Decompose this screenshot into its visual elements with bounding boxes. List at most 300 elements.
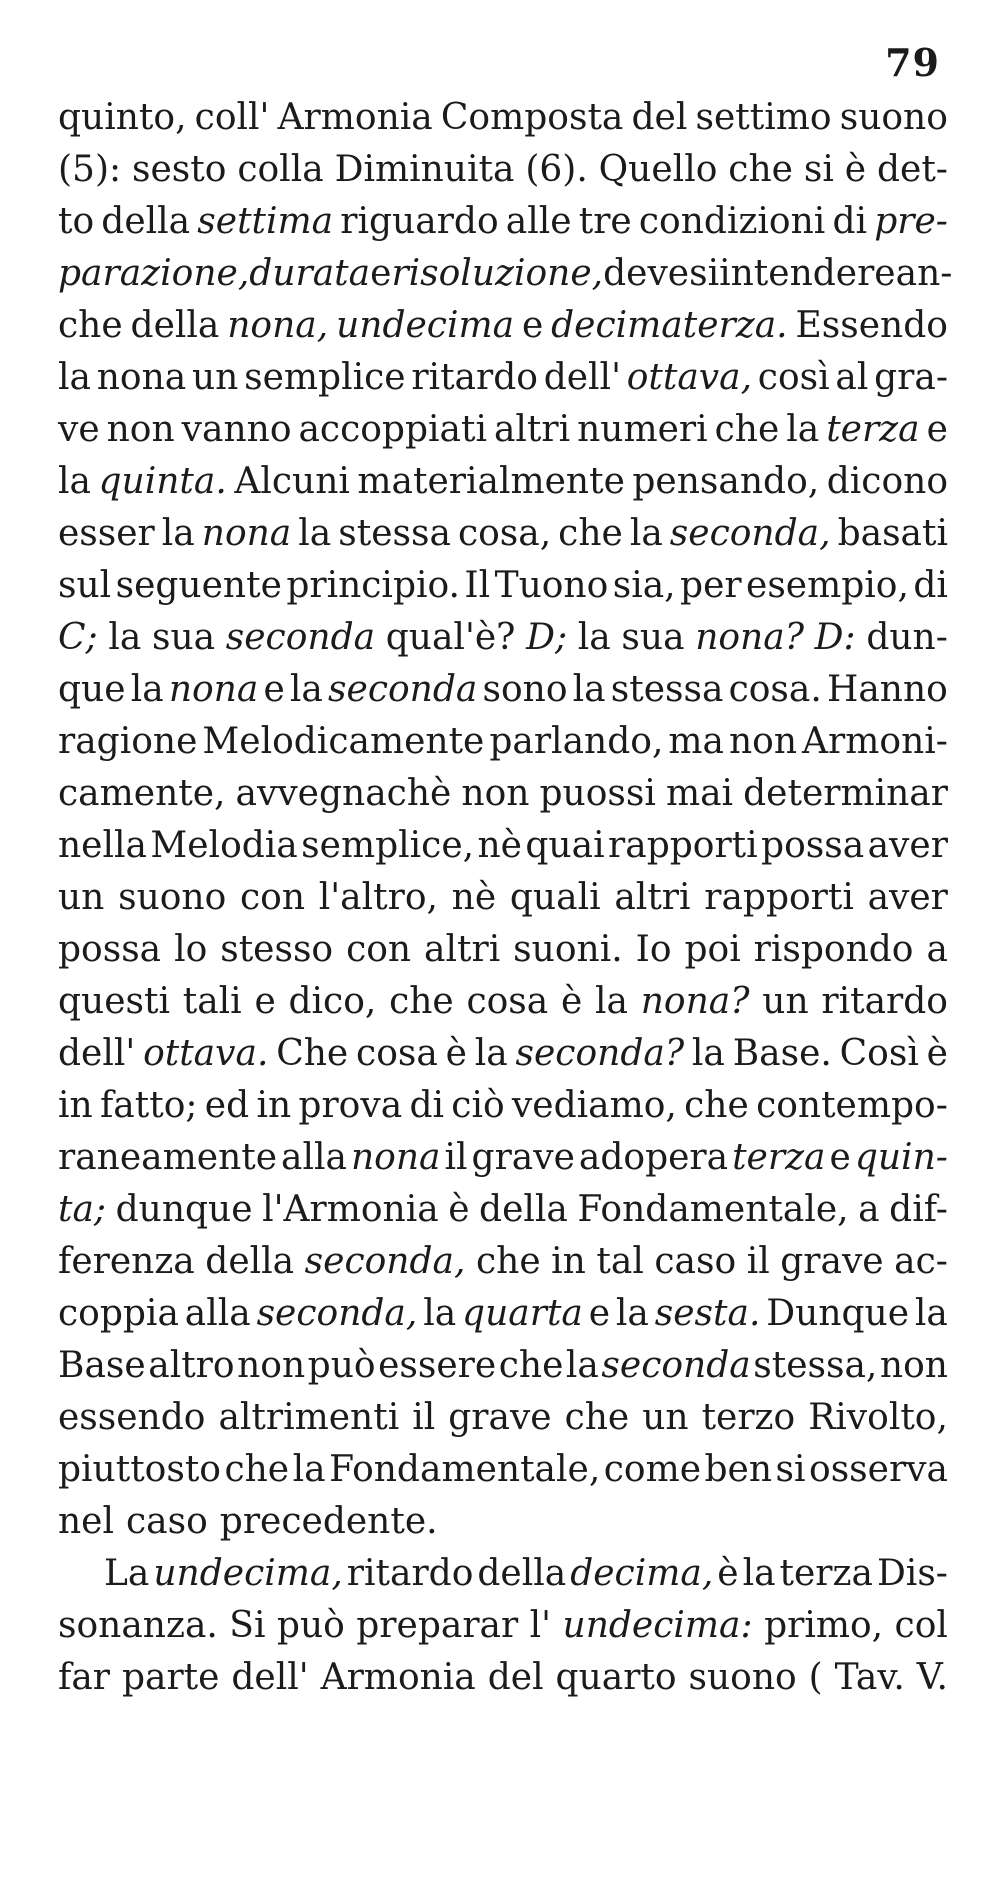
word: che [558,513,623,554]
text-line [58,872,948,924]
word: mai [665,773,734,814]
word: Così [839,1033,919,1074]
word: sua [621,617,685,658]
word: della [205,1241,295,1282]
text-line [58,1236,948,1288]
word: undecima: [562,1605,753,1646]
word: Quello [598,149,718,190]
word: l' [529,1605,552,1646]
word: suono [688,1657,797,1698]
word: raneamente [58,1137,278,1178]
word: che [224,1449,290,1490]
word: seconda? [515,1033,685,1074]
word: Melodia [150,825,298,866]
word: in [551,1241,586,1282]
word: settimo [695,97,832,138]
word: parlando, [489,721,664,762]
word: che [58,305,123,346]
word: non [879,1345,948,1386]
word: seguente [115,565,282,606]
word: ciò [451,1085,505,1126]
word: della [477,1553,567,1594]
text-line [58,716,948,768]
word: fatto; [99,1085,198,1126]
word: Tav. [834,1657,905,1698]
word: rapporti [704,877,854,918]
word: la [577,617,611,658]
word: devesi [603,253,720,294]
text-line [58,404,948,456]
word: l'altro, [318,877,438,918]
word: terza [779,1553,873,1594]
word: è [844,149,867,190]
word: to [58,201,95,242]
word: quali [509,877,601,918]
word: semplice, [301,825,475,866]
word: il [412,1397,436,1438]
text-line [58,456,948,508]
word: risoluzione, [391,253,604,294]
text-line [58,1132,948,1184]
word: il [444,1137,468,1178]
word: ma [668,721,724,762]
text-line [58,1392,948,1444]
word: ritardo [346,1553,474,1594]
word: contempo- [756,1085,948,1126]
text-line [58,612,948,664]
word: stessa, [753,1345,878,1386]
word: far [58,1657,110,1698]
word: osserva [809,1449,948,1490]
word: dunque [115,1189,253,1230]
word: numeri [577,409,708,450]
word: stessa [338,513,451,554]
word: tali [182,981,242,1022]
text-line [58,1080,948,1132]
word: esser [58,513,155,554]
body-text [58,92,953,1704]
word: alla [281,1137,347,1178]
word: piuttosto [58,1449,221,1490]
word: della [479,1189,568,1230]
word: terza [732,1137,826,1178]
word: La [104,1553,150,1594]
word: di [409,1085,444,1126]
word: in [58,1085,93,1126]
word: ac- [894,1241,948,1282]
word: e [926,409,948,450]
word: sul [58,565,112,606]
word: Armonia [277,97,433,138]
text-line [58,1548,948,1600]
word: un [642,1397,689,1438]
word: nona [201,513,292,554]
word: cosa [466,981,549,1022]
word: D; [526,617,568,658]
word: seconda [328,669,478,710]
word: terza [826,409,920,450]
word: come [603,1449,702,1490]
word: rispondo [753,929,914,970]
word: la [629,513,663,554]
word: Armonia [320,1657,476,1698]
word: ottava, [626,357,753,398]
word: sonanza. [58,1605,218,1646]
word: Il [464,565,491,606]
text-line [58,664,948,716]
word: sono [482,669,568,710]
word: di [832,201,868,242]
word: undecima [336,305,515,346]
word: e [263,669,285,710]
word: quarto [555,1657,677,1698]
word: è [717,1553,739,1594]
word: sesto [132,149,227,190]
word: cosa [356,1033,438,1074]
word: avvegnachè [235,773,452,814]
word: un [192,357,239,398]
word: principio. [286,565,460,606]
word: semplice [244,357,406,398]
word: essendo [58,1397,206,1438]
word: che [728,149,793,190]
text-line [58,1340,948,1392]
word: grave [448,1397,552,1438]
word: e [829,1137,851,1178]
word: aver [867,877,948,918]
word: nona? [695,617,804,658]
text-line [58,1652,948,1704]
word: non [729,721,798,762]
word: Tuono [494,565,609,606]
word: che [498,1345,564,1386]
word: stesso [220,929,334,970]
text-line [58,92,948,144]
word: possa [58,929,162,970]
word: primo, [764,1605,884,1646]
word: a [858,1189,880,1230]
word: ottava. [143,1033,269,1074]
word: che [389,981,454,1022]
word: Base. [732,1033,832,1074]
word: e [521,305,544,346]
word: nona, [227,305,329,346]
word: parte [121,1657,220,1698]
word: la [786,409,820,450]
word: terzo [701,1397,796,1438]
text-line [58,196,948,248]
text-line [58,508,948,560]
word: nè [451,877,497,918]
word: nè [477,825,522,866]
word: che [564,1397,630,1438]
word: precedente. [219,1501,438,1542]
word: Che [276,1033,349,1074]
word: det- [876,149,948,190]
word: alle [505,201,572,242]
word: pre- [874,201,948,242]
word: seconda, [304,1241,466,1282]
word: Io [635,929,672,970]
text-line [58,300,948,352]
word: nona [96,357,187,398]
word: durata [249,253,371,294]
word: essere [378,1345,497,1386]
word: la [130,669,164,710]
word: e [588,1293,611,1334]
word: in [256,1085,292,1126]
word: la [691,1033,725,1074]
word: il [746,1241,770,1282]
word: la [161,513,195,554]
word: a [926,929,948,970]
word: può [307,1345,376,1386]
word: è [926,1033,948,1074]
word: grave [780,1241,884,1282]
text-line [58,144,948,196]
word: dun- [866,617,948,658]
word: si [803,149,834,190]
word: dif- [889,1189,948,1230]
word: la [292,1449,326,1490]
word: altri [614,877,691,918]
word: Si [229,1605,266,1646]
word: poi [684,929,741,970]
word: intendere [719,253,896,294]
word: con [240,877,306,918]
word: basati [837,513,948,554]
word: decimaterza. [551,305,788,346]
word: la [58,461,91,502]
word: gra- [874,357,948,398]
word: ve [58,409,100,450]
word: colla [237,149,324,190]
word: vediamo, [511,1085,677,1126]
word: adopera [578,1137,729,1178]
word: non [461,773,530,814]
word: nona? [640,981,750,1022]
word: suono [839,97,948,138]
word: possa [761,825,865,866]
word: grave [471,1137,575,1178]
word: che [684,1085,749,1126]
word: quinto, [58,97,187,138]
word: condizioni [638,201,826,242]
word: al [835,357,869,398]
word: dell' [543,357,621,398]
word: stessa [610,669,724,710]
text-line [58,1028,948,1080]
word: undecima, [153,1553,343,1594]
word: e [370,253,392,294]
word: l'Armonia [262,1189,439,1230]
word: seconda [601,1345,751,1386]
word: per [680,565,742,606]
word: altro [148,1345,235,1386]
word: seconda, [256,1293,418,1334]
word: cosa, [457,513,552,554]
text-line [58,1600,948,1652]
word: altrimenti [218,1397,400,1438]
text-line [58,1496,948,1548]
word: aver [867,825,948,866]
word: Armoni- [802,721,948,762]
word: V. [916,1657,948,1698]
word: puossi [539,773,656,814]
text-line [58,248,953,300]
word: la [423,1293,457,1334]
word: Fondamentale, [577,1189,849,1230]
word: ritardo [821,981,948,1022]
word: ritardo [411,357,538,398]
word: la [474,1033,508,1074]
word: seconda [225,617,376,658]
text-line [58,820,948,872]
word: caso [126,1501,208,1542]
word: coppia [58,1293,179,1334]
word: di [913,565,948,606]
word: la [615,1293,649,1334]
word: nona [168,669,259,710]
word: quai [525,825,605,866]
word: non [237,1345,306,1386]
word: la [742,1553,776,1594]
word: un [762,981,809,1022]
word: C; [58,617,98,658]
word: decima, [570,1553,714,1594]
word: dico, [288,981,377,1022]
word: (5): [58,149,122,190]
word: Rivolto, [808,1397,948,1438]
word: caso [654,1241,737,1282]
word: pensando, [632,461,820,502]
word: que [58,669,126,710]
word: alla [184,1293,251,1334]
word: seconda, [669,513,831,554]
word: la [58,357,91,398]
page-number: 79 [885,40,940,85]
word: un [58,877,105,918]
word: tre [578,201,632,242]
word: la [565,1345,599,1386]
word: è [445,1033,467,1074]
word: che [475,1241,541,1282]
word: Base [58,1345,146,1386]
word: dicono [826,461,948,502]
word: della [101,201,191,242]
word: ( [808,1657,823,1698]
word: materialmente [357,461,625,502]
word: Essendo [795,305,948,346]
word: così [757,357,830,398]
word: si [775,1449,806,1490]
word: an- [895,253,953,294]
word: prova [298,1085,403,1126]
word: sua [151,617,216,658]
word: preparar [356,1605,519,1646]
word: esempio, [746,565,909,606]
word: non [106,409,175,450]
word: (6). [525,149,588,190]
word: altri [424,929,501,970]
word: quinta. [98,461,227,502]
word: ben [704,1449,773,1490]
text-line [58,560,948,612]
word: lo [174,929,208,970]
word: sesta. [654,1293,761,1334]
word: qual'è? [385,617,516,658]
word: nona [350,1137,441,1178]
text-line [58,1444,948,1496]
text-line [58,1288,948,1340]
word: ed [204,1085,250,1126]
word: cosa. [728,669,822,710]
word: suono [118,877,227,918]
word: sia, [612,565,676,606]
word: ragione [58,721,198,762]
word: riguardo [340,201,499,242]
word: nel [58,1501,115,1542]
word: la [298,513,332,554]
word: Fondamentale, [329,1449,601,1490]
word: Composta [440,97,624,138]
word: del [631,97,688,138]
word: e [254,981,276,1022]
word: la [914,1293,948,1334]
word: che [714,409,780,450]
word: rapporti [608,825,758,866]
word: Hanno [826,669,948,710]
word: del [487,1657,544,1698]
word: Melodicamente [202,721,485,762]
word: camente, [58,773,226,814]
word: coll' [194,97,270,138]
word: determinar [743,773,948,814]
text-line [58,768,948,820]
word: parazione, [58,253,250,294]
text-line [58,1184,948,1236]
word: ferenza [58,1241,195,1282]
word: accoppiati [298,409,487,450]
word: è [448,1189,470,1230]
word: quin- [854,1137,948,1178]
word: tal [596,1241,644,1282]
word: Dunque [766,1293,910,1334]
word: la [289,669,323,710]
word: può [276,1605,345,1646]
word: altri [493,409,571,450]
word: Dis- [876,1553,948,1594]
word: suoni. [513,929,623,970]
text-line [58,976,948,1028]
word: la [572,669,606,710]
word: settima [197,201,334,242]
word: è [560,981,583,1022]
word: col [894,1605,948,1646]
word: Diminuita [334,149,515,190]
word: dell' [58,1033,136,1074]
text-line [58,352,948,404]
word: questi [58,981,170,1022]
word: la [595,981,628,1022]
word: con [346,929,412,970]
text-line [58,924,948,976]
word: quarta [462,1293,583,1334]
word: D: [814,617,856,658]
word: dell' [231,1657,309,1698]
word: vanno [181,409,292,450]
word: della [130,305,220,346]
